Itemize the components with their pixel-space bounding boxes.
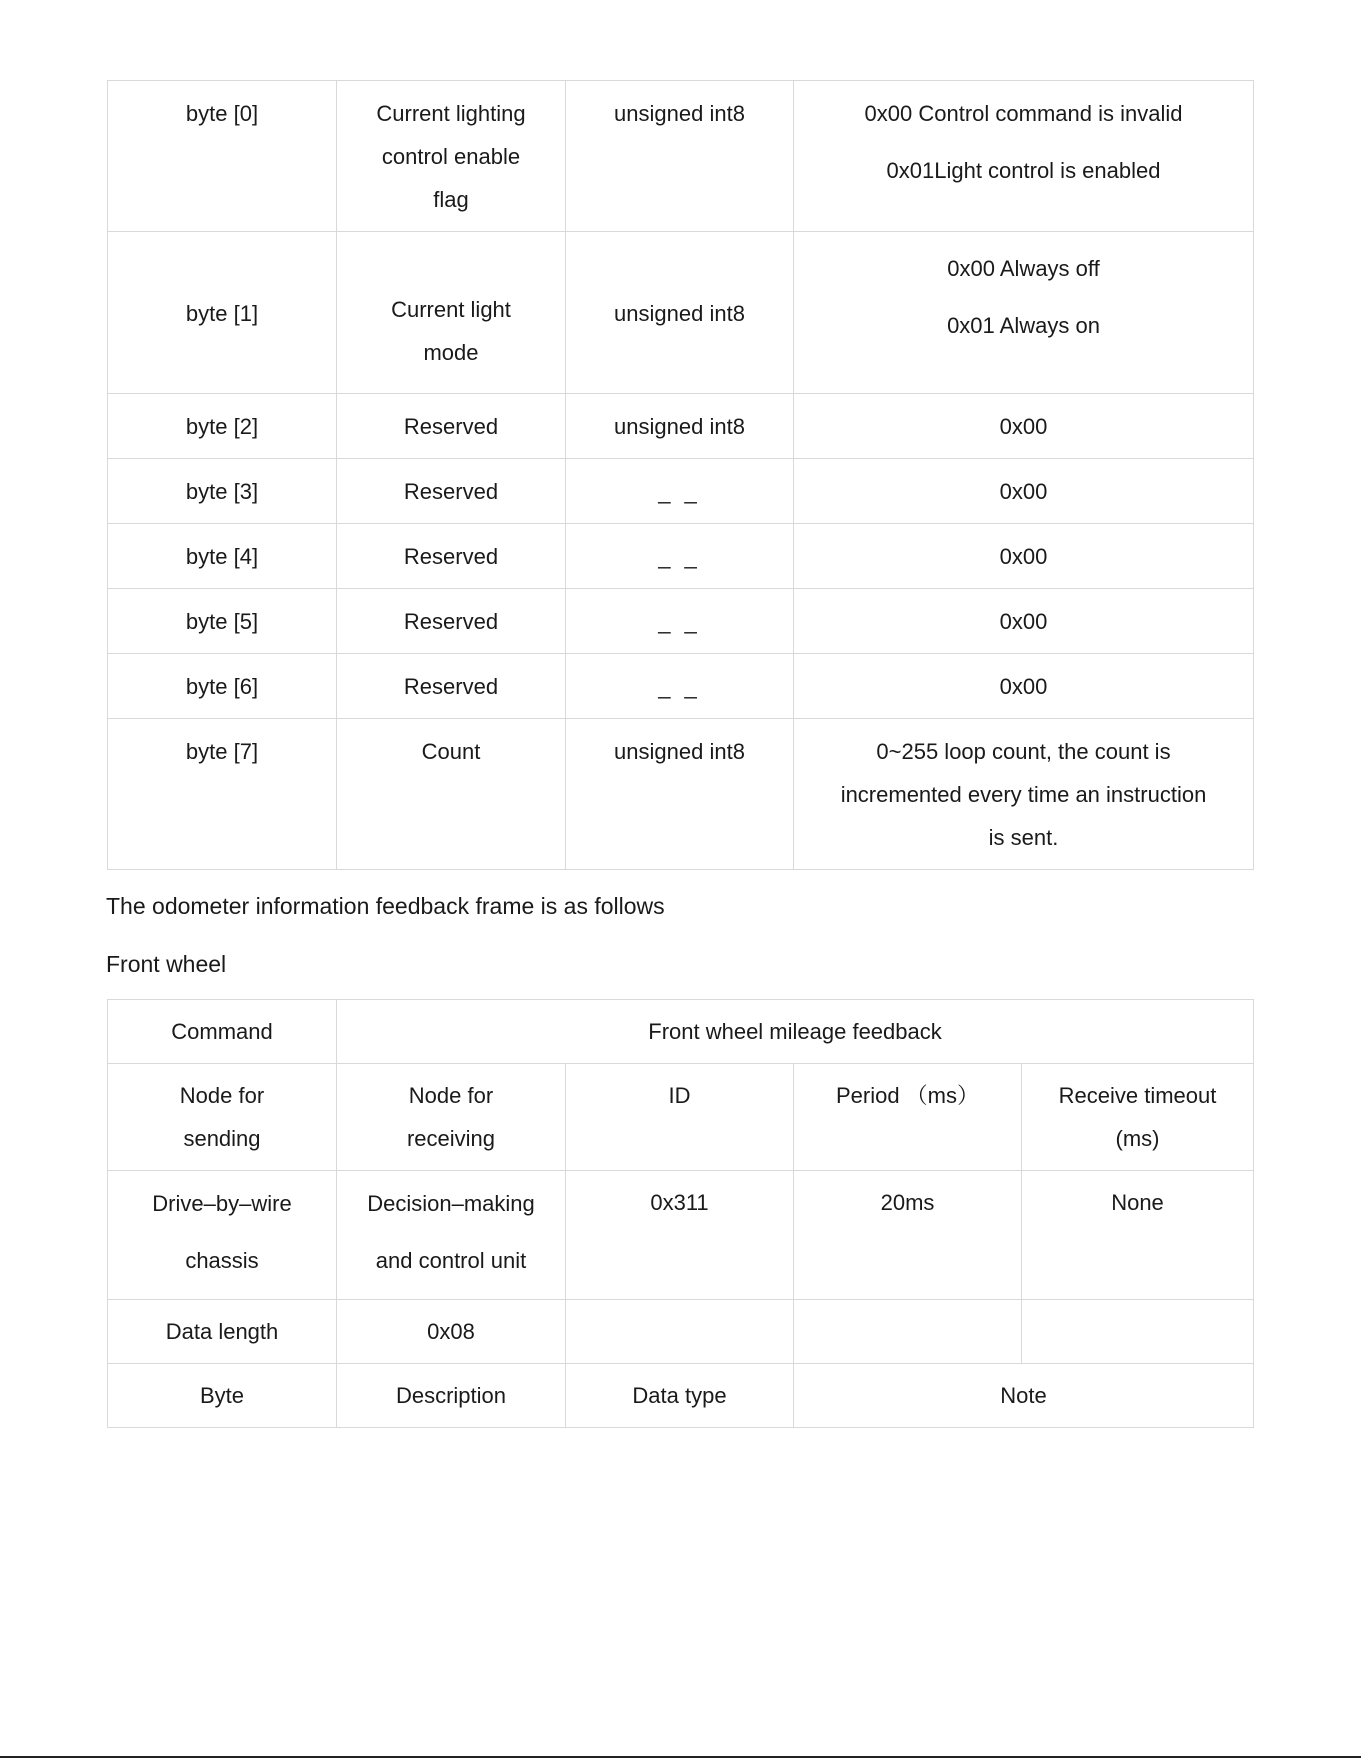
byte-cell: byte [2] xyxy=(108,394,337,459)
note-line: 0~255 loop count, the count is xyxy=(876,739,1171,764)
id-value: 0x311 xyxy=(566,1171,794,1300)
data-length-label: Data length xyxy=(108,1300,337,1364)
byte-cell: byte [5] xyxy=(108,589,337,654)
front-wheel-mileage-table xyxy=(107,999,1254,1428)
page-bottom-rule xyxy=(0,1756,1361,1758)
table-row xyxy=(108,654,1254,719)
byte-cell: byte [0] xyxy=(108,81,337,232)
note-line: 0x00 Control command is invalid xyxy=(864,101,1183,126)
note-cell: 0x00 xyxy=(794,394,1254,459)
data-type-cell: _ _ xyxy=(566,524,794,589)
note-cell: 0x00 xyxy=(794,459,1254,524)
empty-cell xyxy=(794,1300,1022,1364)
node-sending-header xyxy=(108,1064,337,1171)
note-cell: 0x00 xyxy=(794,654,1254,719)
table-row xyxy=(108,1000,1254,1064)
description-line: control enable xyxy=(381,144,521,169)
data-type-cell: _ _ xyxy=(566,459,794,524)
byte-cell: byte [7] xyxy=(108,719,337,870)
note-cell xyxy=(794,719,1254,870)
header-line: Receive timeout xyxy=(1058,1083,1217,1108)
note-line: is sent. xyxy=(988,825,1059,850)
header-line: Node for xyxy=(179,1083,265,1108)
note-cell: 0x00 xyxy=(794,589,1254,654)
data-type-cell: _ _ xyxy=(566,654,794,719)
value-line: Drive–by–wire xyxy=(152,1191,292,1216)
data-type-column-header: Data type xyxy=(566,1364,794,1428)
description-cell xyxy=(337,81,566,232)
table-row xyxy=(108,1300,1254,1364)
byte-cell: byte [6] xyxy=(108,654,337,719)
table-row xyxy=(108,81,1254,232)
table-row xyxy=(108,719,1254,870)
note-cell xyxy=(794,232,1254,394)
header-line: sending xyxy=(183,1126,261,1151)
description-column-header: Description xyxy=(337,1364,566,1428)
byte-column-header: Byte xyxy=(108,1364,337,1428)
odometer-intro-text: The odometer information feedback frame is as follows xyxy=(106,893,665,919)
description-cell xyxy=(337,232,566,394)
value-line: Decision–making xyxy=(367,1191,535,1216)
period-value: 20ms xyxy=(794,1171,1022,1300)
description-line: Current lighting xyxy=(376,101,526,126)
description-line: mode xyxy=(423,340,479,365)
header-line: Node for xyxy=(408,1083,494,1108)
table-row xyxy=(108,1364,1254,1428)
byte-cell: byte [1] xyxy=(108,232,337,394)
data-type-cell: unsigned int8 xyxy=(566,81,794,232)
receiving-node-value xyxy=(337,1171,566,1300)
id-header: ID xyxy=(566,1064,794,1171)
header-line: receiving xyxy=(406,1126,496,1151)
command-value: Front wheel mileage feedback xyxy=(337,1000,1254,1064)
value-line: and control unit xyxy=(375,1248,527,1273)
value-line: chassis xyxy=(185,1248,259,1273)
data-type-cell: unsigned int8 xyxy=(566,719,794,870)
byte-cell: byte [4] xyxy=(108,524,337,589)
byte-cell: byte [3] xyxy=(108,459,337,524)
description-cell: Reserved xyxy=(337,394,566,459)
timeout-header xyxy=(1022,1064,1254,1171)
table-row xyxy=(108,524,1254,589)
description-cell: Reserved xyxy=(337,459,566,524)
data-type-cell: unsigned int8 xyxy=(566,394,794,459)
empty-cell xyxy=(566,1300,794,1364)
sending-node-value xyxy=(108,1171,337,1300)
timeout-value: None xyxy=(1022,1171,1254,1300)
table-row xyxy=(108,1064,1254,1171)
data-type-cell: _ _ xyxy=(566,589,794,654)
command-label: Command xyxy=(108,1000,337,1064)
data-type-cell: unsigned int8 xyxy=(566,232,794,394)
period-header: Period （ms） xyxy=(794,1064,1022,1171)
description-line: Current light xyxy=(391,297,511,322)
table-row xyxy=(108,589,1254,654)
note-line: 0x01Light control is enabled xyxy=(886,158,1161,183)
node-receiving-header xyxy=(337,1064,566,1171)
description-cell: Reserved xyxy=(337,524,566,589)
note-line: incremented every time an instruction xyxy=(840,782,1207,807)
front-wheel-heading: Front wheel xyxy=(106,951,227,977)
description-cell: Reserved xyxy=(337,589,566,654)
table-row xyxy=(108,394,1254,459)
light-control-byte-table xyxy=(107,80,1254,870)
note-line: 0x00 Always off xyxy=(947,256,1100,281)
table-row xyxy=(108,232,1254,394)
note-line: 0x01 Always on xyxy=(947,313,1100,338)
empty-cell xyxy=(1022,1300,1254,1364)
note-cell: 0x00 xyxy=(794,524,1254,589)
description-cell: Reserved xyxy=(337,654,566,719)
data-length-value: 0x08 xyxy=(337,1300,566,1364)
description-cell: Count xyxy=(337,719,566,870)
header-line: (ms) xyxy=(1115,1126,1160,1151)
description-line: flag xyxy=(433,187,469,212)
table-row xyxy=(108,459,1254,524)
table-row xyxy=(108,1171,1254,1300)
note-column-header: Note xyxy=(794,1364,1254,1428)
note-cell xyxy=(794,81,1254,232)
